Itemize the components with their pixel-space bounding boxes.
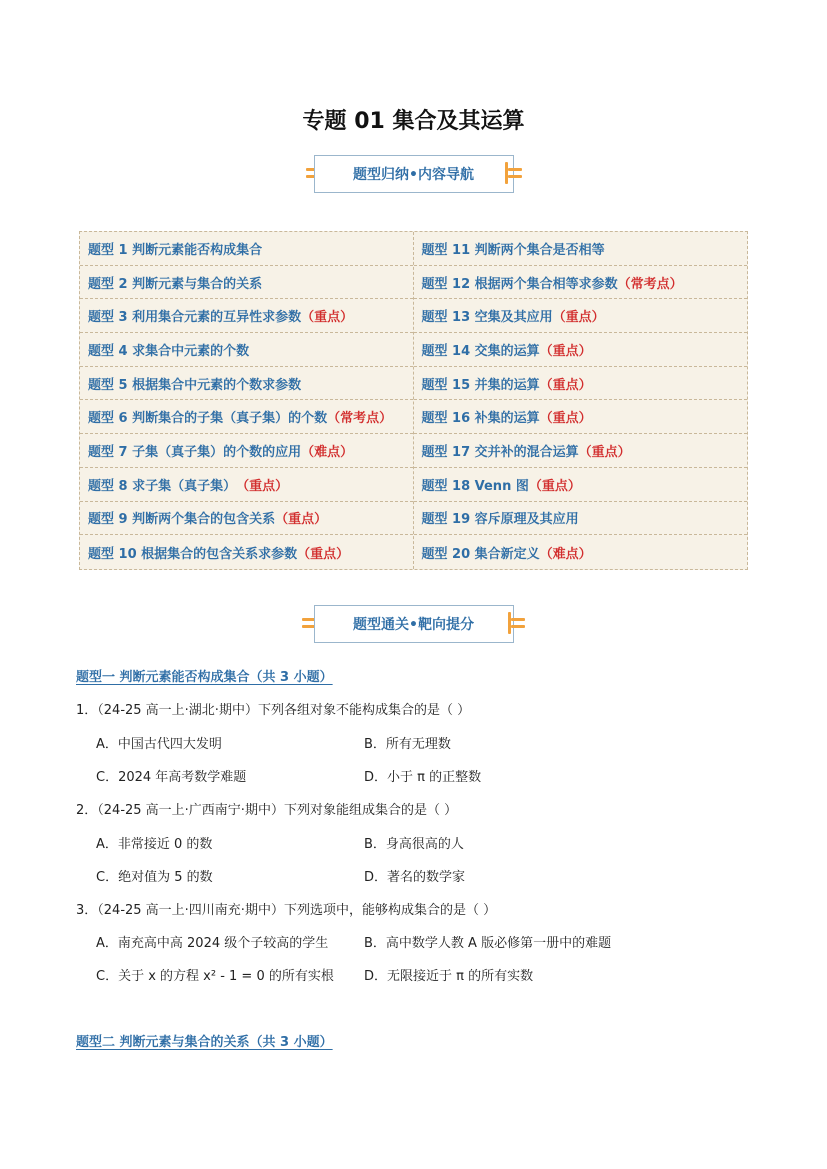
- toc-item[interactable]: 题型 6 判断集合的子集（真子集）的个数 （常考点）: [80, 400, 413, 434]
- question-stem: 3．（24-25 高一上·四川南充·期中）下列选项中，能够构成集合的是（ ）: [76, 903, 497, 918]
- toc-item[interactable]: 题型 15 并集的运算 （重点）: [414, 367, 748, 401]
- toc-item[interactable]: 题型 19 容斥原理及其应用: [414, 502, 748, 536]
- option-b: B．所有无理数: [364, 737, 451, 752]
- section-heading[interactable]: 题型一 判断元素能否构成集合（共 3 小题）: [76, 670, 333, 685]
- toc-item[interactable]: 题型 12 根据两个集合相等求参数 （常考点）: [414, 266, 748, 300]
- toc-item[interactable]: 题型 3 利用集合元素的互异性求参数 （重点）: [80, 299, 413, 333]
- toc-item[interactable]: 题型 17 交并补的混合运算 （重点）: [414, 434, 748, 468]
- toc-item[interactable]: 题型 4 求集合中元素的个数: [80, 333, 413, 367]
- option-b: B．高中数学人教 A 版必修第一册中的难题: [364, 936, 612, 951]
- toc-right-column: [414, 232, 748, 569]
- banner-content-nav-label: 题型归纳•内容导航: [314, 155, 514, 193]
- option-a: A．中国古代四大发明: [96, 737, 222, 752]
- banner-practice-label: 题型通关•靶向提分: [314, 605, 514, 643]
- question-stem: 1．（24-25 高一上·湖北·期中）下列各组对象不能构成集合的是（ ）: [76, 703, 471, 718]
- toc-table: [79, 231, 748, 570]
- toc-item[interactable]: 题型 7 子集（真子集）的个数的应用 （难点）: [80, 434, 413, 468]
- toc-item[interactable]: 题型 20 集合新定义 （难点）: [421, 546, 592, 562]
- section-heading[interactable]: 题型二 判断元素与集合的关系（共 3 小题）: [76, 1035, 333, 1050]
- option-d: D．著名的数学家: [364, 870, 466, 885]
- banner-content-nav: [0, 155, 827, 195]
- toc-left-column: [80, 232, 414, 569]
- toc-item[interactable]: 题型 16 补集的运算 （重点）: [414, 400, 748, 434]
- banner-practice: [0, 605, 827, 645]
- option-a: A．非常接近 0 的数: [96, 837, 213, 852]
- toc-item[interactable]: 题型 1 判断元素能否构成集合: [80, 232, 413, 266]
- option-a: A．南充高中高 2024 级个子较高的学生: [96, 936, 329, 951]
- toc-item[interactable]: 题型 9 判断两个集合的包含关系 （重点）: [80, 502, 413, 536]
- option-d: D．无限接近于 π 的所有实数: [364, 969, 534, 984]
- option-c: C．2024 年高考数学难题: [96, 770, 247, 785]
- toc-item[interactable]: 题型 2 判断元素与集合的关系: [80, 266, 413, 300]
- option-c: C．绝对值为 5 的数: [96, 870, 213, 885]
- toc-item[interactable]: 题型 18 Venn 图 （重点）: [414, 468, 748, 502]
- toc-item[interactable]: 题型 14 交集的运算 （重点）: [414, 333, 748, 367]
- page-title: 专题 01 集合及其运算: [302, 109, 525, 134]
- toc-item[interactable]: 题型 10 根据集合的包含关系求参数 （重点）: [88, 546, 350, 562]
- toc-item[interactable]: 题型 5 根据集合中元素的个数求参数: [80, 367, 413, 401]
- toc-item[interactable]: 题型 8 求子集（真子集） （重点）: [80, 468, 413, 502]
- toc-item[interactable]: 题型 11 判断两个集合是否相等: [414, 232, 748, 266]
- option-c: C．关于 x 的方程 x² - 1 = 0 的所有实根: [96, 969, 334, 984]
- toc-item[interactable]: 题型 13 空集及其应用 （重点）: [414, 299, 748, 333]
- option-b: B．身高很高的人: [364, 837, 464, 852]
- option-d: D．小于 π 的正整数: [364, 770, 482, 785]
- question-stem: 2．（24-25 高一上·广西南宁·期中）下列对象能组成集合的是（ ）: [76, 803, 458, 818]
